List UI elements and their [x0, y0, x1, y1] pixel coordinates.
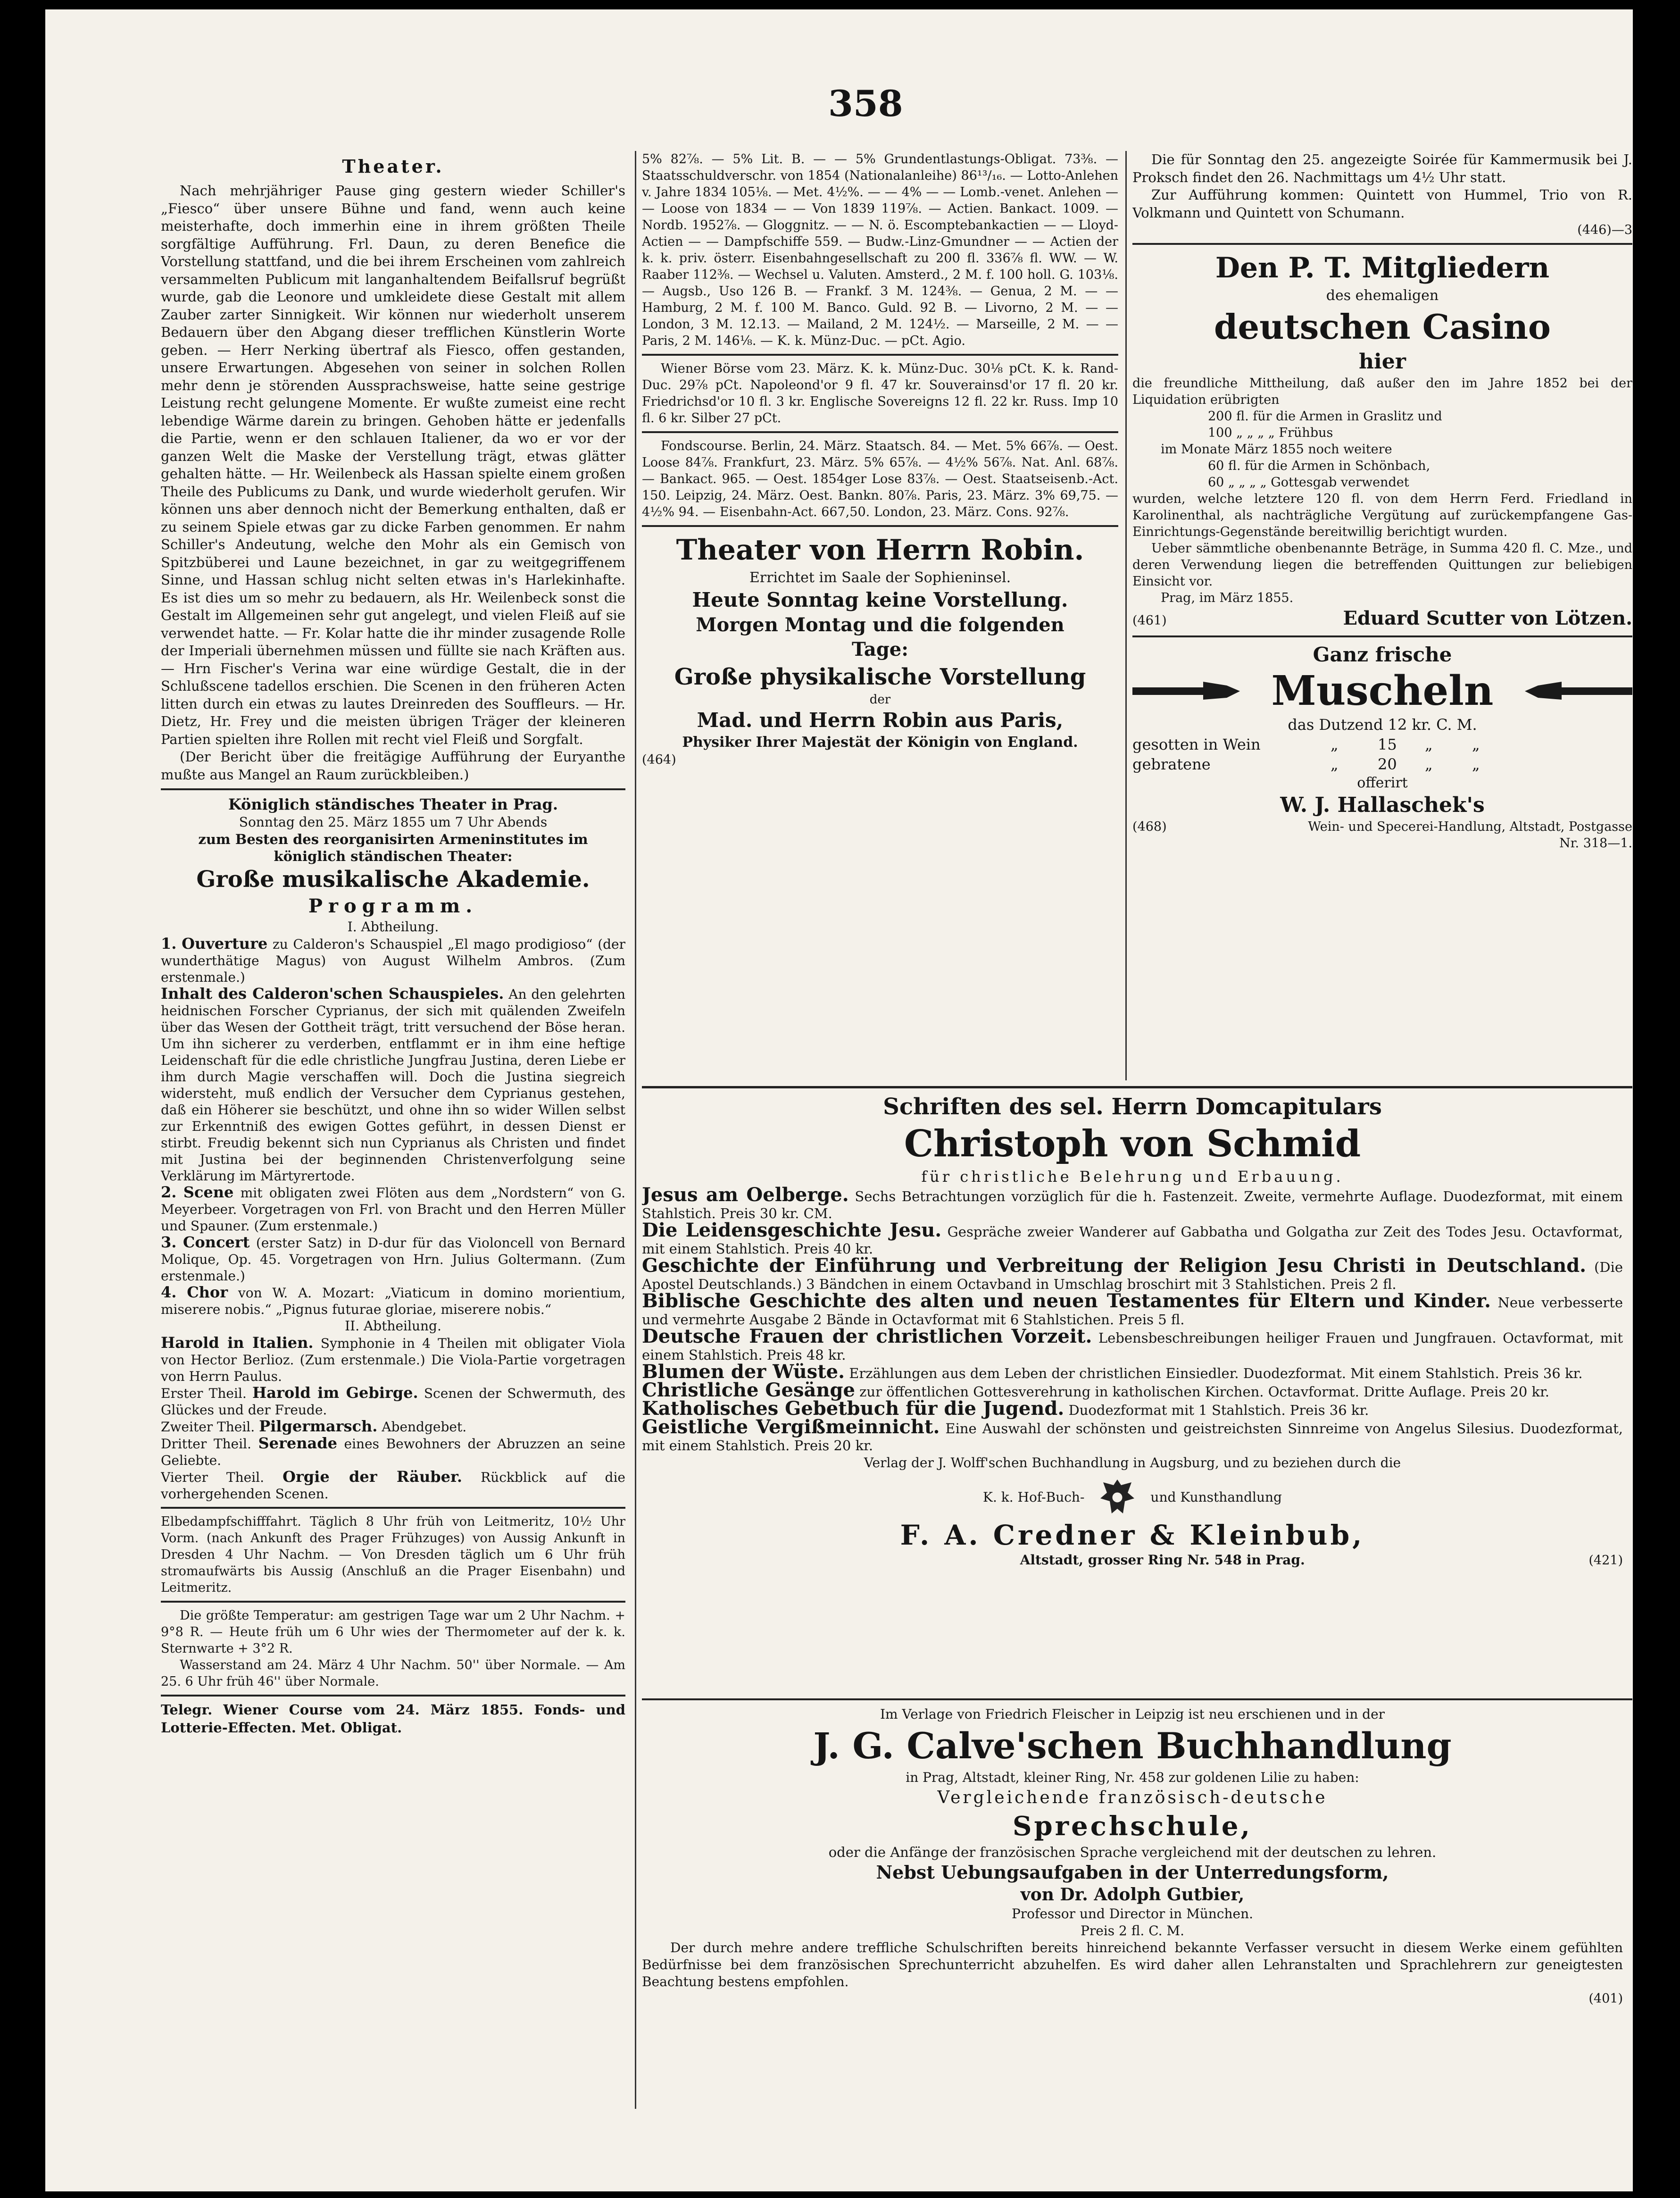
hof-label-right: und Kunsthandlung [1150, 1489, 1282, 1505]
list-item: 3. Concert (erster Satz) in D-dur für das Violoncell von Bernard Molique, Op. 45. Vorgetragen von Hrn. Julius Goltermann. (Zum erstenmale.) [161, 1233, 625, 1284]
robin-physiker: Physiker Ihrer Majestät der Königin von England. [682, 734, 1078, 751]
price-row: gesotten in Wein „ 15 „ „ [1132, 735, 1480, 753]
robin-title: Theater von Herrn Robin. [676, 534, 1084, 567]
middle-column [642, 151, 1118, 1095]
divider [642, 1698, 1632, 1703]
list-item: 1. Ouverture zu Calderon's Schauspiel „El mago prodigioso“ (der wunderthätige Magus) von August Wilhelm Ambros. (Zum erstenmale.) [161, 935, 625, 985]
robin-names: Mad. und Herrn Robin aus Paris, [697, 709, 1064, 732]
column-rule-1 [635, 151, 636, 2109]
muscheln-top: Ganz frische [1313, 643, 1452, 666]
harold-entry: Harold in Italien. Symphonie in 4 Theilen mit obligater Viola von Hector Berlioz. (Zum erstenmale.) Die Viola-Partie vorgetragen von Herrn Paulus. [161, 1334, 625, 1384]
list-item: Erster Theil. Harold im Gebirge. Scenen der Schwermuth, des Glückes und der Freude. [161, 1384, 625, 1418]
casino-line1: Den P. T. Mitgliedern [1215, 251, 1550, 284]
list-item: Dritter Theil. Serenade eines Bewohners der Abruzzen an seine Geliebte. [161, 1434, 625, 1468]
credner-address: Altstadt, grosser Ring Nr. 548 in Prag. [1020, 1552, 1305, 1568]
elbe-schedule: Elbedampfschifffahrt. Täglich 8 Uhr früh von Leitmeritz, 10½ Uhr Vorm. (nach Ankunft des Prager Frühzuges) von Aussig Ankunft in Dresden 4 Uhr Nachm. — Von Dresden täglich um 6 Uhr früh stromaufwärts bis Aussig (Anschluß an die Prager Eisenbahn) und Leitmeritz. [161, 1514, 625, 1595]
schmid-ad [642, 1092, 1623, 1691]
divider [1132, 635, 1632, 637]
list-item: 4. Chor von W. A. Mozart: „Viaticum in domino morientium, miserere nobis.“ „Pignus futurae gloriae, miserere nobis.“ [161, 1283, 625, 1317]
casino-signature: Eduard Scutter von Lötzen. [1343, 607, 1632, 629]
exchange-courses: 5% 82⅞. — 5% Lit. B. — — 5% Grundentlastungs-Obligat. 73⅜. — Staatsschuldverschr. von 1854 (Nationalanleihe) 86¹³/₁₆. — Lotto-Anlehen v. Jahre 1834 105⅛. — Met. 4½%. — — 4% — — Lomb.-venet. Anlehen — — Loose von 1834 — — Von 1839 119⅞. — Actien. Bankact. 1009. — Nordb. 1952⅞. — Gloggnitz. — — N. ö. Escomptebankactien — — Lloyd-Actien — — Dampfschiffe 559. — Budw.-Linz-Gmundner — — Actien der k. k. priv. österr. Eisenbahngesellschaft zu 200 fl. 336⅞ fl. WW. — W. Raaber 112⅜. — Wechsel u. Valuten. Amsterd., 2 M. f. 100 holl. G. 103⅛. — Augsb., Uso 126 B. — Frankf. 3 M. 124⅜. — Genua, 2 M. — — Hamburg, 2 M. f. 100 M. Banco. Guld. 92 B. — Livorno, 2 M. — — London, 3 M. 12.13. — Mailand, 2 M. 124½. — Marseille, 2 M. — — Paris, 2 M. 146⅛. — K. k. Münz-Duc. — pCt. Agio. [642, 152, 1118, 348]
theater-heading: Theater. [342, 156, 444, 177]
list-item: Deutsche Frauen der christlichen Vorzeit. Lebensbeschreibungen heiliger Frauen und Jungfrauen. Octavformat, mit einem Stahlstich. Preis 48 kr. [642, 1325, 1623, 1363]
casino-date: Prag, im März 1855. [1161, 591, 1294, 605]
casino-body: wurden, welche letztere 120 fl. von dem Herrn Ferd. Friedland in Karolinenthal, als nachträgliche Vergütung auf zurückempfangene Gas-Einrichtungs-Gegenstände bereitwillig berichtigt wurden. [1132, 492, 1632, 539]
casino-line3: deutschen Casino [1214, 307, 1551, 347]
casino-row: 100 „ „ „ „ Frühbus [1208, 426, 1333, 440]
casino-line2: des ehemaligen [1326, 287, 1439, 304]
muscheln-price: das Dutzend 12 kr. C. M. [1288, 716, 1477, 734]
list-item: Vierter Theil. Orgie der Räuber. Rückblick auf die vorhergehenden Scenen. [161, 1468, 625, 1502]
robin-theater-ad [642, 532, 1118, 768]
casino-signature-row [1132, 606, 1632, 631]
casino-line4: hier [1359, 350, 1406, 374]
soiree-programme: Zur Aufführung kommen: Quintett von Hummel, Trio von R. Volkmann und Quintett von Schumann. [1132, 187, 1632, 221]
muscheln-vendor: W. J. Hallaschek's [1280, 793, 1485, 817]
schmid-publisher: Verlag der J. Wolff'schen Buchhandlung in Augsburg, und zu beziehen durch die [864, 1455, 1401, 1471]
calve-author: von Dr. Adolph Gutbier, [1020, 1885, 1245, 1905]
robin-der: der [869, 693, 891, 707]
book-list [642, 1184, 1623, 1454]
divider [642, 431, 1118, 433]
muscheln-title-row [1132, 668, 1632, 715]
calve-description: oder die Anfänge der französischen Sprache vergleichend mit der deutschen zu lehren. [828, 1844, 1437, 1860]
ad-number: (446)—3 [1577, 223, 1632, 237]
ad-number: (401) [1589, 1991, 1623, 2006]
hof-row [642, 1476, 1623, 1518]
casino-intro: die freundliche Mittheilung, daß außer den im Jahre 1852 bei der Liquidation erübrigten [1132, 376, 1632, 407]
list-item: Biblische Geschichte des alten und neuen Testamentes für Eltern und Kinder. Neue verbesserte und vermehrte Ausgabe 2 Bände in Octavformat mit 6 Stahlstichen. Preis 5 fl. [642, 1290, 1623, 1328]
calve-price: Preis 2 fl. C. M. [1080, 1923, 1184, 1939]
list-item: Jesus am Oelberge. Sechs Betrachtungen vorzüglich für die h. Fastenzeit. Zweite, vermehrte Auflage. Duodezformat, mit einem Stahlstich. Preis 30 kr. CM. [642, 1184, 1623, 1221]
column-rule-2 [1125, 151, 1127, 1080]
calve-nebst: Nebst Uebungsaufgaben in der Unterredungsform, [876, 1862, 1389, 1883]
casino-row: 60 fl. für die Armen in Schönbach, [1208, 459, 1430, 473]
calve-address: in Prag, Altstadt, kleiner Ring, Nr. 458 zur goldenen Lilie zu haben: [906, 1770, 1359, 1785]
divider [161, 1695, 625, 1697]
calve-professor: Professor und Director in München. [1011, 1906, 1254, 1922]
calve-intro: Im Verlage von Friedrich Fleischer in Leipzig ist neu erschienen und in der [880, 1706, 1385, 1722]
page-number: 358 [828, 83, 903, 125]
programme-part2: II. Abtheilung. [345, 1318, 441, 1334]
muscheln-ad [1132, 642, 1632, 852]
muscheln-footer [1132, 819, 1632, 852]
eagle-crest-icon [1098, 1476, 1136, 1518]
weather-report: Die größte Temperatur: am gestrigen Tage war um 2 Uhr Nachm. + 9°8 R. — Heute früh um 6 Uhr wies der Thermometer auf der k. k. Sternwarte + 3°2 R. [161, 1608, 625, 1656]
list-item: Geistliche Vergißmeinnicht. Eine Auswahl der schönsten und geistreichsten Sinnreime von Angelus Silesius. Duodezformat, mit einem Stahlstich. Preis 20 kr. [642, 1416, 1623, 1454]
credner-firm: F. A. Credner & Kleinbub, [900, 1519, 1365, 1551]
programme-benefit: zum Besten des reorganisirten Armeninstitutes im königlich ständischen Theater: [198, 831, 588, 864]
list-item: Blumen der Wüste. Erzählungen aus dem Leben der christlichen Einsiedler. Duodezformat. Mit einem Stahlstich. Preis 36 kr. [642, 1361, 1583, 1383]
vienna-exchange: Wiener Börse vom 23. März. K. k. Münz-Duc. 30⅛ pCt. K. k. Rand-Duc. 29⅞ pCt. Napoleond'or 9 fl. 47 kr. Souverainsd'or 17 fl. 20 kr. Friedrichsd'or 10 fl. 3 kr. Englische Sovereigns 12 fl. 22 kr. Russ. Imp 10 fl. 6 kr. Silber 27 pCt. [642, 361, 1118, 426]
casino-body: Ueber sämmtliche obenbenannte Beträge, in Summa 420 fl. C. Mze., und deren Verwendung liegen die betreffenden Quittungen zur beliebigen Einsicht vor. [1132, 541, 1632, 589]
ad-number: (468) [1132, 819, 1167, 834]
calve-name: J. G. Calve'schen Buchhandlung [813, 1725, 1452, 1767]
calve-title2: Sprechschule, [1013, 1811, 1252, 1842]
price-row: gebratene „ 20 „ „ [1132, 755, 1480, 773]
programme-items [161, 936, 625, 1318]
divider [161, 1601, 625, 1603]
list-item: Christliche Gesänge zur öffentlichen Gottesverehrung in katholischen Kirchen. Octavformat. Dritte Auflage. Preis 20 kr. [642, 1379, 1549, 1401]
list-item: 2. Scene mit obligaten zwei Flöten aus dem „Nordstern“ von G. Meyerbeer. Vorgetragen von Frl. von Bracht und den Herren Müller und Spauner. (Zum erstenmale.) [161, 1183, 625, 1234]
ad-number: (464) [642, 752, 676, 767]
muscheln-offer: offerirt [1357, 775, 1408, 791]
casino-ad [1132, 250, 1632, 631]
divider [642, 525, 1118, 527]
pointing-hand-icon [1524, 677, 1632, 705]
list-item: Geschichte der Einführung und Verbreitung der Religion Jesu Christi in Deutschland. (Die Apostel Deutschlands.) 3 Bändchen in einem Octavband in Umschlag broschirt mit 3 Stahlstichen. Preis 2 fl. [642, 1254, 1623, 1292]
divider [161, 788, 625, 790]
list-item: Inhalt des Calderon'schen Schauspieles. An den gelehrten heidnischen Forscher Cyprianus, der sich mit quälenden Zweifeln über das Wesen der Gottheit trägt, tritt versuchend der Böse heran. Um ihn sicherer zu verderben, entflammt er in ihm eine heftige Leidenschaft für die edle christliche Jungfrau Justina, deren Liebe er ihm durch Magie verschaffen will. Doch die Justina siegreich widersteht, muß endlich der Versucher dem Cyprianus gestehen, daß ein Höherer sie beschützt, und ohne ihn so wider Willen selbst zur Erkenntniß des ewigen Gottes geführt, in dessen Dienst er stirbt. Freudig bekennt sich nun Cyprianus als Christen und findet mit Justina bei der beginnenden Christenverfolgung seine Verklärung im Märtyrertode. [161, 985, 625, 1184]
calve-body: Der durch mehre andere treffliche Schulschriften bereits hinreichend bekannte Verfasser versucht in diesem Werke einem gefühlten Bedürfnisse bei dem französischen Sprechunterricht abzuhelfen. Es wird daher allen Lehranstalten und Sprachlehrern zur geneigtesten Beachtung bestens empfohlen. [642, 1940, 1623, 1989]
robin-tomorrow: Morgen Montag und die folgenden [696, 614, 1065, 636]
divider [642, 354, 1118, 356]
ad-number: (421) [1589, 1553, 1623, 1568]
calve-ad [642, 1705, 1623, 2045]
credner-footer [642, 1552, 1623, 1569]
programme-event: Große musikalische Akademie. [196, 866, 590, 893]
divider [161, 1507, 625, 1509]
theater-review: Nach mehrjähriger Pause ging gestern wieder Schiller's „Fiesco“ über unsere Bühne und fand, wenn auch keine meisterhafte, doch immerhin eine in ihrem größten Theile sorgfältige Aufführung. Frl. Daun, zu deren Benefice die Vorstellung stattfand, und die bei ihrem Erscheinen vom zahlreich versammelten Publicum mit langanhaltendem Beifallsruf begrüßt wurde, gab die Leonore und umkleidete diese Gestalt mit allem Zauber zarter Sinnigkeit. Wir können nur wiederholt unserem Bedauern über den Abgang dieser trefflichen Künstlerin Worte geben. — Herr Nerking übertraf als Fiesco, offen gestanden, unsere Erwartungen. Abgesehen von seiner in solchen Rollen mehr denn je störenden Aussprachsweise, hatte seine gestrige Leistung recht gelungene Momente. Er wußte zumeist eine recht lebendige Wärme darein zu bringen. Gehoben hätte er jedenfalls die Partie, wenn er den schlauen Italiener, da wo er vor der ganzen Welt die Maske der Verstellung trägt, etwas glätter gehalten hätte. — Hr. Weilenbeck als Hassan spielte einem großen Theile des Publicums zu Dank, und wurde wiederholt gerufen. Wir können uns aber dennoch nicht der Bemerkung enthalten, daß er zu seinem Spiele etwas gar zu dicke Farben genommen. Er nahm Schiller's Andeutung, welche den Mohr als ein Gemisch von Spitzbüberei und Laune bezeichnet, in gar zu weitgegriffenem Sinne, und Hassan schlug nicht selten etwas in's Harlekinhafte. Es ist dies um so mehr zu bedauern, als Hr. Weilenbeck sonst die Gestalt im Allgemeinen sehr gut angelegt, und vielen Fleiß auf sie verwendet hatte. — Fr. Kolar hatte die ihr minder zusagende Rolle der Imperiali übernehmen müssen und füllte sie nach Kräften aus. — Hrn Fischer's Verina war eine würdige Gestalt, die in der Schlußscene tadellos erschien. Die Scenen in den früheren Acten litten durch ein etwas zu lautes Dreinreden des Souffleurs. — Hr. Dietz, Hr. Frey und die meisten übrigen Träger der kleineren Partien spielten ihre Rollen mit recht viel Fleiß und Sorgfalt. [161, 183, 625, 747]
water-level: Wasserstand am 24. März 4 Uhr Nachm. 50'' über Normale. — Am 25. 6 Uhr früh 46'' über Normale. [161, 1658, 625, 1689]
programme-heading: Programm. [308, 895, 478, 917]
schmid-subtitle: für christliche Belehrung und Erbauung. [921, 1168, 1344, 1186]
programme-date: Sonntag den 25. März 1855 um 7 Uhr Abends [239, 814, 548, 830]
programme-title: Königlich ständisches Theater in Prag. [228, 795, 558, 813]
schmid-name: Christoph von Schmid [904, 1122, 1361, 1165]
ad-number: (461) [1132, 613, 1167, 628]
schmid-title: Schriften des sel. Herrn Domcapitulars [883, 1094, 1382, 1120]
muscheln-title: Muscheln [1271, 667, 1494, 715]
fund-courses: Fondscourse. Berlin, 24. März. Staatsch. 84. — Met. 5% 66⅞. — Oest. Loose 84⅞. Frankfurt, 23. März. 5% 65⅞. — 4½% 56⅞. Nat. Anl. 68⅞. — Bankact. 965. — Oest. 1854ger Lose 83⅞. — Oest. Staatseisenb.-Act. 150. Leipzig, 24. März. Oest. Bankn. 80⅞. Paris, 23. März. 3% 69,75. — 4½% 94. — Eisenbahn-Act. 667,50. London, 23. März. Cons. 92⅞. [642, 439, 1118, 519]
muscheln-address: Wein- und Specerei-Handlung, Altstadt, Postgasse Nr. 318—1. [1308, 819, 1632, 851]
right-column [1132, 151, 1632, 1095]
list-item: Zweiter Theil. Pilgermarsch. Abendgebet. [161, 1417, 467, 1435]
list-item: Katholisches Gebetbuch für die Jugend. Duodezformat mit 1 Stahlstich. Preis 36 kr. [642, 1397, 1369, 1420]
calve-title1: Vergleichende französisch-deutsche [937, 1788, 1328, 1807]
robin-days: Tage: [851, 638, 909, 660]
robin-today: Heute Sonntag keine Vorstellung. [692, 588, 1068, 611]
newspaper-page [45, 9, 1633, 2191]
casino-row: 60 „ „ „ „ Gottesgab verwendet [1208, 475, 1409, 490]
bottom-rule [642, 1086, 1632, 1091]
programme-part1: I. Abtheilung. [347, 919, 439, 935]
divider [1132, 243, 1632, 245]
left-column [161, 151, 625, 2085]
casino-row: 200 fl. für die Armen in Graslitz und [1208, 409, 1442, 424]
telegraph-courses: Telegr. Wiener Course vom 24. März 1855. Fonds- und Lotterie-Effecten. Met. Obligat. [161, 1702, 625, 1736]
hof-label-left: K. k. Hof-Buch- [983, 1489, 1085, 1505]
robin-subtitle: Errichtet im Saale der Sophieninsel. [749, 569, 1011, 586]
robin-show: Große physikalische Vorstellung [674, 664, 1086, 690]
list-item: Die Leidensgeschichte Jesu. Gespräche zweier Wanderer auf Gabbatha und Golgatha zur Zeit des Todes Jesu. Octavformat, mit einem Stahlstich. Preis 40 kr. [642, 1219, 1623, 1257]
soiree-notice: Die für Sonntag den 25. angezeigte Soirée für Kammermusik bei J. Proksch findet den 26. Nachmittags um 4½ Uhr statt. [1132, 151, 1632, 185]
pointing-hand-icon [1132, 677, 1241, 705]
theater-note: (Der Bericht über die freitägige Aufführung der Euryanthe mußte aus Mangel an Raum zurückbleiben.) [161, 749, 625, 783]
casino-row: im Monate März 1855 noch weitere [1161, 442, 1392, 457]
